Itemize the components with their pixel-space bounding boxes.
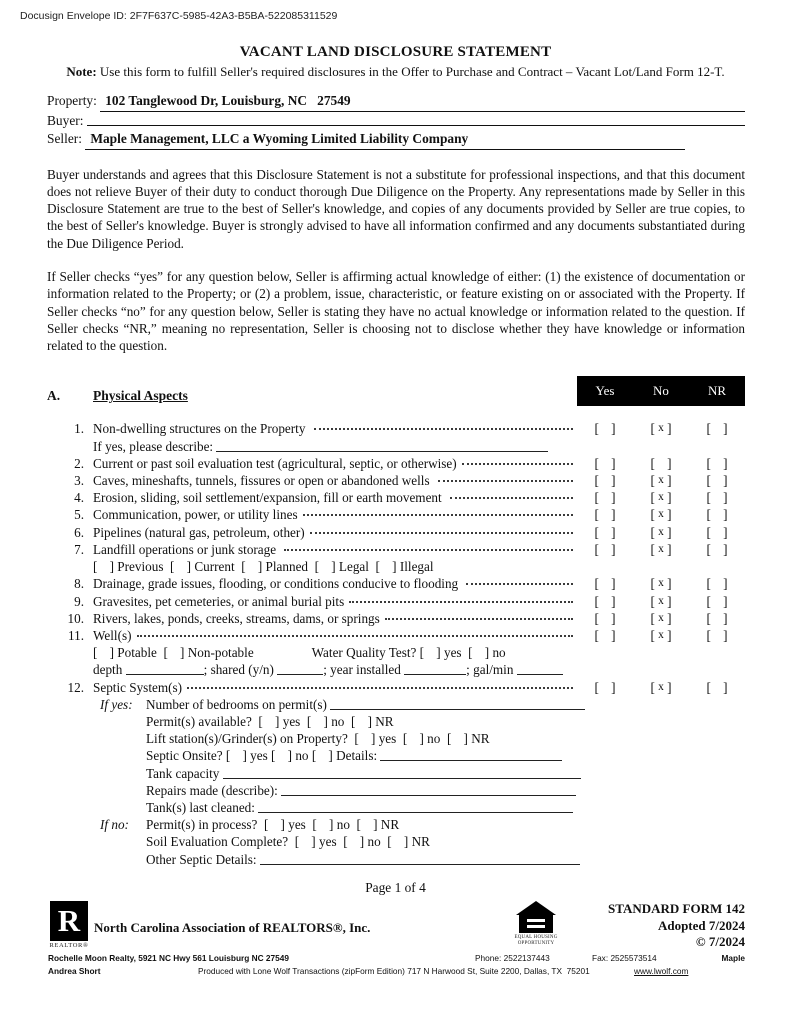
- question-text: Pipelines (natural gas, petroleum, other): [93, 524, 305, 540]
- checkbox-empty[interactable]: [595, 541, 616, 558]
- property-field[interactable]: [100, 92, 745, 112]
- checkbox-empty[interactable]: [707, 506, 728, 523]
- question-text: Landfill operations or junk storage: [93, 541, 280, 557]
- checkbox-empty[interactable]: [707, 610, 728, 627]
- question-text: yes: [284, 817, 313, 833]
- equal-sign-bar: [527, 925, 545, 928]
- row-content: [146, 799, 745, 816]
- item-number: 9.: [74, 593, 84, 609]
- question-text: Permit(s) available?: [146, 713, 259, 729]
- question-text: ; gal/min: [466, 662, 517, 678]
- question-text: ; year installed: [323, 662, 405, 678]
- realtor-caption: REALTOR®: [49, 942, 89, 949]
- disclosure-paragraph-1: Buyer understands and agrees that this Disclosure Statement is not a substitute for professional inspections, and that this document does not relieve Buyer of their duty to conduct thorough Due Diligence on the Property. Any representations made by Seller in this Disclosure Statement are true to the best of Seller's knowledge, and copies of any documents provided by Seller are true copies, to the best of Seller's knowledge. Buyer is strongly advised to have all information confirmed and any documents substantiated during the Due Diligence Period.: [47, 166, 745, 251]
- checkbox-mark: [ x: [658, 542, 664, 555]
- blank-field[interactable]: [330, 698, 585, 710]
- note-line: [0, 64, 791, 80]
- question-text: Soil Evaluation Complete?: [146, 834, 295, 850]
- row-content: [146, 713, 745, 730]
- question-text: NR: [371, 713, 394, 729]
- checkbox-empty[interactable]: [707, 472, 728, 489]
- checkbox-mark: [ x: [658, 680, 664, 693]
- docusign-envelope-id: Docusign Envelope ID: 2F7F637C-5985-42A3-B5BA-522085311529: [20, 10, 338, 22]
- row-content: [146, 696, 745, 713]
- row-content: [93, 506, 577, 523]
- question-rows: [47, 420, 745, 867]
- checkbox-empty[interactable]: [707, 455, 728, 472]
- row-content: [93, 610, 577, 627]
- item-number: 7.: [74, 541, 84, 557]
- checkbox-empty[interactable]: [595, 627, 616, 644]
- checkbox-checked[interactable]: [651, 541, 672, 558]
- checkbox-empty[interactable]: [595, 455, 616, 472]
- question-text: Water Quality Test?: [311, 645, 420, 661]
- seller-line: [47, 130, 745, 150]
- checkbox-empty[interactable]: [595, 610, 616, 627]
- question-sub-row: [47, 851, 745, 868]
- checkbox-empty[interactable]: [707, 575, 728, 592]
- checkbox-empty[interactable]: [447, 730, 468, 747]
- question-text: Potable: [114, 645, 164, 661]
- item-number: 3.: [74, 473, 84, 489]
- question-text: Tank capacity: [146, 765, 223, 781]
- phone-number: Phone: 2522137443: [475, 953, 550, 963]
- row-content: [93, 575, 577, 592]
- row-content: [93, 541, 577, 558]
- answer-col-yes: [577, 524, 633, 541]
- note-label: Note:: [66, 64, 97, 79]
- dotted-leader: [438, 480, 573, 482]
- conditional-label: If yes:: [100, 696, 133, 712]
- row-content: [93, 420, 577, 437]
- question-text: no: [423, 731, 447, 747]
- dotted-leader: [310, 532, 573, 534]
- checkbox-empty[interactable]: [387, 833, 408, 850]
- conditional-label: If no:: [100, 817, 129, 833]
- checkbox-empty[interactable]: [170, 558, 191, 575]
- answer-col-no: [633, 679, 689, 696]
- buyer-label: Buyer:: [47, 112, 87, 128]
- answer-col-yes: [577, 627, 633, 644]
- property-label: Property:: [47, 93, 101, 108]
- checkbox-empty[interactable]: [468, 644, 489, 661]
- checkbox-empty[interactable]: [595, 679, 616, 696]
- dotted-leader: [137, 635, 574, 637]
- equal-housing-house-icon: [519, 915, 553, 933]
- dotted-leader: [462, 463, 573, 465]
- answer-col-yes: [577, 455, 633, 472]
- question-row: [47, 575, 745, 592]
- question-text: Well(s): [93, 627, 132, 643]
- blank-field[interactable]: [380, 749, 562, 761]
- question-sub-row: [47, 558, 745, 575]
- row-content: [146, 851, 745, 868]
- item-number: 1.: [74, 421, 84, 437]
- buyer-line: [47, 112, 745, 131]
- question-text: Lift station(s)/Grinder(s) on Property?: [146, 731, 355, 747]
- checkbox-mark: [ x: [658, 474, 664, 487]
- dotted-leader: [385, 618, 573, 620]
- checkbox-empty[interactable]: [595, 524, 616, 541]
- form-adopted-date: Adopted 7/2024: [657, 917, 745, 933]
- column-nr-label: NR: [707, 383, 727, 399]
- property-value: 102 Tanglewood Dr, Louisburg, NC 27549: [105, 93, 351, 108]
- question-text: no: [292, 748, 312, 764]
- checkbox-mark: [ x: [658, 525, 664, 538]
- checkbox-empty[interactable]: [595, 489, 616, 506]
- question-text: Previous: [114, 559, 171, 575]
- question-text: yes: [375, 731, 403, 747]
- checkbox-mark: [ x: [658, 422, 664, 435]
- question-text: Number of bedrooms on permit(s): [146, 696, 331, 712]
- question-text: depth: [93, 662, 126, 678]
- dotted-leader: [349, 601, 573, 603]
- checkbox-checked[interactable]: [651, 489, 672, 506]
- checkbox-empty[interactable]: [312, 816, 333, 833]
- question-text: Rivers, lakes, ponds, creeks, streams, dams, or springs: [93, 610, 380, 626]
- row-content: [146, 833, 745, 850]
- question-sub-row: [47, 438, 745, 455]
- page-number: Page 1 of 4: [365, 880, 426, 895]
- fax-number: Fax: 2525573514: [592, 953, 657, 963]
- question-row: [47, 627, 745, 644]
- row-content: [93, 438, 745, 455]
- checkbox-checked[interactable]: [651, 610, 672, 627]
- checkbox-checked[interactable]: [651, 679, 672, 696]
- question-text: Current: [191, 559, 242, 575]
- question-row: [47, 524, 745, 541]
- checkbox-empty[interactable]: [315, 558, 336, 575]
- checkbox-empty[interactable]: [241, 558, 262, 575]
- dotted-leader: [187, 687, 573, 689]
- question-sub-row: [47, 730, 745, 747]
- question-text: Current or past soil evaluation test (agricultural, septic, or otherwise): [93, 455, 457, 471]
- question-row: [47, 506, 745, 523]
- question-text: Erosion, sliding, soil settlement/expansion, fill or earth movement: [93, 490, 445, 506]
- lwolf-link[interactable]: www.lwolf.com: [634, 966, 689, 976]
- blank-field[interactable]: [216, 440, 548, 452]
- row-content: [93, 679, 577, 696]
- item-number: 12.: [67, 679, 84, 695]
- standard-form-number: STANDARD FORM 142: [608, 901, 745, 916]
- dotted-leader: [303, 514, 573, 516]
- answer-col-nr: [689, 455, 745, 472]
- question-row: [47, 679, 745, 696]
- row-content: [146, 747, 745, 764]
- checkbox-empty[interactable]: [264, 816, 285, 833]
- answer-col-no: [633, 575, 689, 592]
- answer-col-nr: [689, 541, 745, 558]
- question-sub-row: [47, 644, 745, 661]
- question-text: Legal: [335, 559, 376, 575]
- question-text: Permit(s) in process?: [146, 817, 264, 833]
- question-row: [47, 541, 745, 558]
- checkbox-empty[interactable]: [595, 593, 616, 610]
- question-text: NR: [467, 731, 490, 747]
- checkbox-empty[interactable]: [707, 541, 728, 558]
- row-content: [146, 730, 745, 747]
- question-text: yes: [440, 645, 469, 661]
- note-text: Use this form to fulfill Seller's required disclosures in the Offer to Purchase and Contract – Vacant Lot/Land Form 12-T.: [96, 64, 725, 79]
- blank-field[interactable]: [258, 801, 573, 813]
- checkbox-mark: [ x: [658, 508, 664, 521]
- checkbox-empty[interactable]: [351, 713, 372, 730]
- checkbox-empty[interactable]: [312, 747, 333, 764]
- question-text: Communication, power, or utility lines: [93, 507, 298, 523]
- row-content: [93, 472, 577, 489]
- row-content: [93, 661, 745, 678]
- answer-col-yes: [577, 420, 633, 437]
- dotted-leader: [466, 583, 573, 585]
- answer-col-yes: [577, 593, 633, 610]
- checkbox-empty[interactable]: [271, 747, 292, 764]
- disclosure-paragraph-2: If Seller checks “yes” for any question below, Seller is affirming actual knowledge of either: (1) the existence of documentation or information related to the Property; or (2) a problem, issue, characteristic, or feature existing on or associated with the Property. If Seller checks “no” for any question below, Seller is stating they have no actual knowledge or information related to the question. If Seller checks “NR,” meaning no representation, Seller is choosing not to disclose whether they have knowledge or information related to the question.: [47, 268, 745, 354]
- row-content: [93, 558, 745, 575]
- checkbox-empty[interactable]: [595, 472, 616, 489]
- answer-col-no: [633, 541, 689, 558]
- answer-col-nr: [689, 627, 745, 644]
- question-text: Non-potable: [184, 645, 254, 661]
- question-text: Other Septic Details:: [146, 851, 260, 867]
- item-number: 11.: [68, 627, 84, 643]
- row-content: [93, 627, 577, 644]
- checkbox-checked[interactable]: [651, 575, 672, 592]
- question-text: Gravesites, pet cemeteries, or animal burial pits: [93, 593, 345, 609]
- row-content: [146, 782, 745, 799]
- section-letter: A.: [47, 388, 61, 404]
- answer-col-nr: [689, 679, 745, 696]
- blank-field[interactable]: [223, 767, 581, 779]
- equal-sign-bar: [527, 919, 545, 922]
- seller-field[interactable]: [85, 130, 685, 150]
- standard-form-block: [608, 901, 745, 951]
- blank-field[interactable]: [404, 663, 466, 675]
- question-sub-row: [47, 747, 745, 764]
- answer-col-nr: [689, 420, 745, 437]
- produced-with-note: Produced with Lone Wolf Transactions (zipForm Edition) 717 N Harwood St, Suite 2200, Dallas, TX 75201: [198, 966, 590, 976]
- question-text: Non-dwelling structures on the Property: [93, 421, 309, 437]
- checkbox-empty[interactable]: [357, 816, 378, 833]
- checkbox-mark: [ x: [658, 628, 664, 641]
- question-sub-row: [47, 661, 745, 678]
- row-content: [93, 524, 577, 541]
- answer-col-nr: [689, 506, 745, 523]
- answer-col-yes: [577, 506, 633, 523]
- realtor-r-icon: R: [50, 901, 88, 941]
- question-text: If yes, please describe:: [93, 438, 217, 454]
- answer-col-yes: [577, 575, 633, 592]
- question-text: NR: [408, 834, 430, 850]
- property-line: [47, 92, 745, 112]
- answer-col-nr: [689, 524, 745, 541]
- item-number: 5.: [74, 507, 84, 523]
- equal-housing-roof-icon: [516, 901, 556, 915]
- question-row: [47, 489, 745, 506]
- checkbox-mark: [ x: [658, 491, 664, 504]
- question-sub-row: [47, 799, 745, 816]
- section-heading: Physical Aspects: [93, 388, 188, 404]
- checkbox-empty[interactable]: [707, 420, 728, 437]
- checkbox-empty[interactable]: [707, 593, 728, 610]
- seller-value: Maple Management, LLC a Wyoming Limited Liability Company: [90, 131, 469, 146]
- question-text: Illegal: [396, 559, 434, 575]
- checkbox-mark: [ x: [658, 594, 664, 607]
- question-sub-row: [47, 713, 745, 730]
- blank-field[interactable]: [260, 853, 580, 865]
- checkbox-checked[interactable]: [651, 472, 672, 489]
- question-text: yes: [279, 713, 307, 729]
- dotted-leader: [450, 497, 573, 499]
- realtor-logo: [48, 901, 90, 949]
- answer-col-no: [633, 420, 689, 437]
- question-text: ; shared (y/n): [203, 662, 278, 678]
- question-text: Drainage, grade issues, flooding, or conditions conducive to flooding: [93, 576, 462, 592]
- answer-column-header: [577, 376, 745, 406]
- checkbox-checked[interactable]: [651, 420, 672, 437]
- question-row: [47, 472, 745, 489]
- answer-col-nr: [689, 489, 745, 506]
- row-content: [93, 644, 745, 661]
- checkbox-empty[interactable]: [93, 558, 114, 575]
- question-sub-row: [47, 696, 745, 713]
- question-text: Repairs made (describe):: [146, 782, 282, 798]
- dotted-leader: [314, 428, 573, 430]
- checkbox-checked[interactable]: [651, 627, 672, 644]
- item-number: 10.: [67, 610, 84, 626]
- file-reference: Maple: [721, 953, 745, 963]
- equal-housing-caption: EQUAL HOUSING OPPORTUNITY: [514, 935, 558, 946]
- checkbox-empty[interactable]: [93, 644, 114, 661]
- question-text: no: [489, 645, 506, 661]
- checkbox-empty[interactable]: [595, 575, 616, 592]
- blank-field[interactable]: [126, 663, 204, 675]
- checkbox-empty[interactable]: [354, 730, 375, 747]
- question-sub-row: [47, 816, 745, 833]
- answer-col-no: [633, 455, 689, 472]
- question-row: [47, 455, 745, 472]
- checkbox-empty[interactable]: [707, 489, 728, 506]
- question-text: no: [333, 817, 357, 833]
- blank-field[interactable]: [281, 784, 576, 796]
- answer-col-nr: [689, 472, 745, 489]
- question-row: [47, 610, 745, 627]
- answer-col-nr: [689, 610, 745, 627]
- column-yes-label: Yes: [595, 383, 615, 399]
- answer-col-no: [633, 472, 689, 489]
- checkbox-empty[interactable]: [403, 730, 424, 747]
- checkbox-checked[interactable]: [651, 506, 672, 523]
- checkbox-empty[interactable]: [707, 679, 728, 696]
- dotted-leader: [284, 549, 573, 551]
- section-a-header: [47, 378, 745, 412]
- answer-col-no: [633, 593, 689, 610]
- row-content: [93, 455, 577, 472]
- answer-col-no: [633, 610, 689, 627]
- item-number: 6.: [74, 524, 84, 540]
- question-text: yes: [246, 748, 272, 764]
- answer-col-nr: [689, 593, 745, 610]
- checkbox-empty[interactable]: [226, 747, 247, 764]
- document-title: VACANT LAND DISCLOSURE STATEMENT: [239, 44, 552, 60]
- answer-col-no: [633, 524, 689, 541]
- answer-col-nr: [689, 575, 745, 592]
- row-content: [93, 593, 577, 610]
- row-content: [93, 489, 577, 506]
- checkbox-empty[interactable]: [595, 420, 616, 437]
- checkbox-checked[interactable]: [651, 524, 672, 541]
- question-sub-row: [47, 765, 745, 782]
- checkbox-empty[interactable]: [258, 713, 279, 730]
- answer-col-yes: [577, 489, 633, 506]
- checkbox-empty[interactable]: [163, 644, 184, 661]
- agent-name: Andrea Short: [48, 966, 101, 976]
- item-number: 4.: [74, 490, 84, 506]
- checkbox-checked[interactable]: [651, 593, 672, 610]
- answer-col-yes: [577, 610, 633, 627]
- brokerage-info: Rochelle Moon Realty, 5921 NC Hwy 561 Louisburg NC 27549: [48, 953, 289, 963]
- blank-field[interactable]: [517, 663, 563, 675]
- association-name: North Carolina Association of REALTORS®, Inc.: [94, 920, 371, 935]
- question-text: Tank(s) last cleaned:: [146, 799, 259, 815]
- question-text: Septic Onsite?: [146, 748, 226, 764]
- blank-field[interactable]: [277, 663, 323, 675]
- checkbox-empty[interactable]: [707, 627, 728, 644]
- question-text: Details:: [332, 748, 381, 764]
- question-text: no: [364, 834, 388, 850]
- checkbox-empty[interactable]: [420, 644, 441, 661]
- seller-label: Seller:: [47, 131, 86, 146]
- answer-col-no: [633, 627, 689, 644]
- checkbox-mark: [ x: [658, 611, 664, 624]
- form-body: [47, 92, 745, 868]
- answer-col-no: [633, 489, 689, 506]
- row-content: [146, 765, 745, 782]
- question-text: yes: [315, 834, 344, 850]
- question-sub-row: [47, 782, 745, 799]
- question-sub-row: [47, 833, 745, 850]
- checkbox-empty[interactable]: [376, 558, 397, 575]
- question-text: Planned: [262, 559, 315, 575]
- question-text: NR: [377, 817, 400, 833]
- answer-col-no: [633, 506, 689, 523]
- checkbox-empty[interactable]: [307, 713, 328, 730]
- checkbox-empty[interactable]: [651, 455, 672, 472]
- answer-col-yes: [577, 472, 633, 489]
- checkbox-empty[interactable]: [295, 833, 316, 850]
- item-number: 8.: [74, 576, 84, 592]
- row-content: [146, 816, 745, 833]
- column-no-label: No: [653, 383, 669, 399]
- checkbox-empty[interactable]: [707, 524, 728, 541]
- form-copyright: © 7/2024: [695, 934, 745, 949]
- checkbox-mark: [ x: [658, 577, 664, 590]
- checkbox-empty[interactable]: [343, 833, 364, 850]
- question-row: [47, 420, 745, 437]
- question-row: [47, 593, 745, 610]
- equal-housing-logo: [512, 901, 560, 946]
- checkbox-empty[interactable]: [595, 506, 616, 523]
- question-text: Caves, mineshafts, tunnels, fissures or open or abandoned wells: [93, 473, 433, 489]
- buyer-field[interactable]: [87, 125, 745, 126]
- answer-col-yes: [577, 679, 633, 696]
- question-text: no: [327, 713, 351, 729]
- item-number: 2.: [74, 455, 84, 471]
- answer-col-yes: [577, 541, 633, 558]
- question-text: Septic System(s): [93, 679, 183, 695]
